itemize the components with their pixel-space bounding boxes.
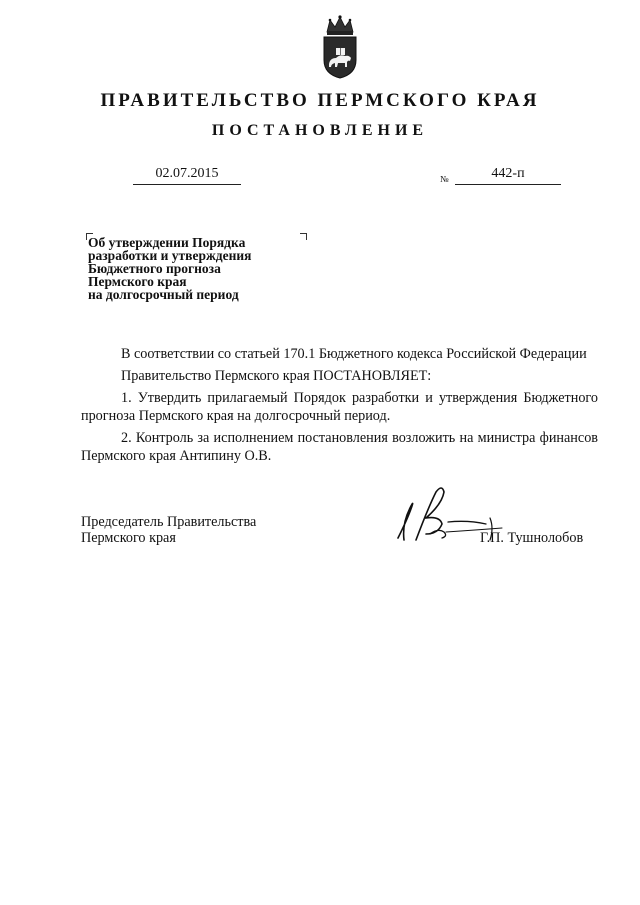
body-paragraph-item-1: 1. Утвердить прилагаемый Порядок разработки и утверждения Бюджетного прогноза Пермского края на долгосрочный период.	[81, 390, 598, 424]
subject-line: на долгосрочный период	[88, 287, 239, 302]
subject-line: Об утверждении Порядка	[88, 235, 246, 250]
document-number: 442-п	[491, 166, 525, 181]
signer-name: Г.П. Тушнолобов	[480, 530, 584, 546]
signer-title	[81, 514, 256, 546]
signer-title-line: Пермского края	[81, 530, 176, 546]
body-paragraph-resolves: Правительство Пермского края ПОСТАНОВЛЯЕТ:	[121, 368, 432, 384]
government-title: ПРАВИТЕЛЬСТВО ПЕРМСКОГО КРАЯ	[100, 90, 540, 111]
document-body	[81, 345, 598, 465]
subject-line: Бюджетного прогноза	[88, 261, 221, 276]
document-subject	[88, 236, 308, 301]
subject-line: Пермского края	[88, 274, 187, 289]
number-label: №	[440, 174, 449, 184]
subject-line: разработки и утверждения	[88, 248, 252, 263]
document-type: ПОСТАНОВЛЕНИЕ	[211, 122, 429, 139]
date-underline	[133, 184, 241, 185]
signer-title-line: Председатель Правительства	[81, 514, 257, 530]
coat-of-arms-icon	[318, 14, 362, 80]
body-paragraph-basis: В соответствии со статьей 170.1 Бюджетного кодекса Российской Федерации	[121, 346, 587, 362]
number-underline	[455, 184, 561, 185]
body-paragraph-item-2: 2. Контроль за исполнением постановления возложить на министра финансов Пермского края Антипину О.В.	[81, 430, 598, 464]
document-date: 02.07.2015	[155, 166, 219, 181]
